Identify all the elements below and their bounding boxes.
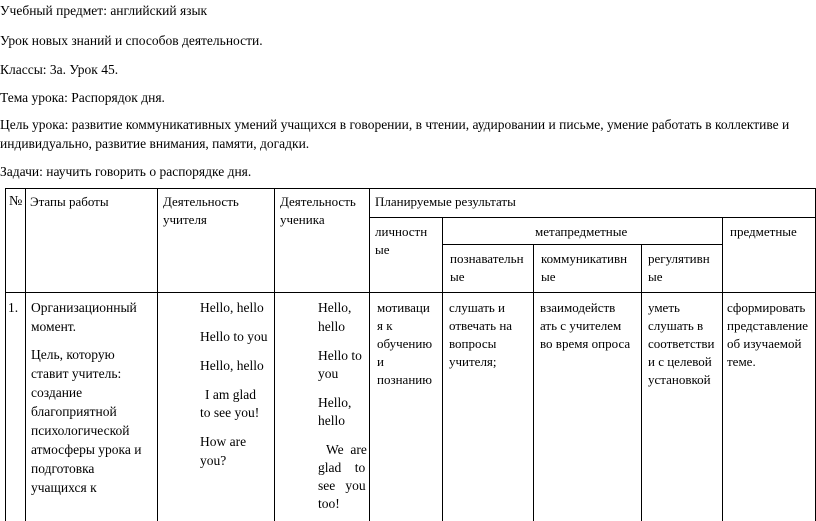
stage-line: ставит учитель:: [31, 366, 122, 381]
teacher-line: Hello to you: [200, 329, 268, 344]
teacher-line: Hello, hello: [200, 300, 264, 315]
lesson-type-line: Урок новых знаний и способов деятельности.: [0, 33, 263, 48]
header-cognitive-1: познавательн: [450, 251, 524, 266]
table-line-meta: [442, 244, 722, 245]
table-col-line: [274, 188, 275, 521]
student-line: We are: [326, 442, 367, 457]
regulatory-line: установкой: [648, 372, 711, 387]
subject-result-line: представление: [727, 318, 808, 333]
header-regulatory-2: ые: [648, 269, 663, 284]
stage-line: момент.: [31, 319, 77, 334]
table-col-line: [641, 244, 642, 521]
regulatory-line: слушать в: [648, 318, 704, 333]
student-line: Hello to: [318, 348, 362, 363]
teacher-line: you?: [200, 453, 227, 468]
teacher-line: I am glad: [205, 387, 256, 402]
stage-line: атмосферы урока и: [31, 442, 142, 457]
student-line: see you: [318, 478, 366, 493]
header-personal-1: личностн: [375, 224, 428, 239]
table-col-line: [442, 217, 443, 521]
student-line: too!: [318, 496, 340, 511]
communicative-line: взаимодейств: [540, 300, 616, 315]
classes-line: Классы: 3а. Урок 45.: [0, 62, 119, 77]
stage-line: Организационный: [31, 300, 137, 315]
stage-line: создание: [31, 385, 83, 400]
table-col-line: [533, 244, 534, 521]
header-planned: Планируемые результаты: [375, 194, 516, 209]
table-col-line: [369, 188, 370, 521]
table-border-top: [5, 188, 815, 189]
header-teacher-1: Деятельность: [163, 194, 239, 209]
subject-result-line: сформировать: [727, 300, 806, 315]
stage-line: подготовка: [31, 461, 95, 476]
personal-line: обучению: [377, 336, 433, 351]
stage-line: Цель, которую: [31, 347, 115, 362]
regulatory-line: уметь: [648, 300, 680, 315]
teacher-line: Hello, hello: [200, 358, 264, 373]
table-col-line: [157, 188, 158, 521]
stage-line: психологической: [31, 423, 130, 438]
communicative-line: ать с учителем: [540, 318, 622, 333]
personal-line: и: [377, 354, 384, 369]
header-regulatory-1: регулятивн: [648, 251, 710, 266]
student-line: hello: [318, 413, 345, 428]
header-stages: Этапы работы: [30, 194, 109, 209]
table-col-line: [25, 188, 26, 521]
regulatory-line: соответстви: [648, 336, 715, 351]
regulatory-line: и с целевой: [648, 354, 712, 369]
student-line: glad to: [318, 460, 366, 475]
topic-line: Тема урока: Распорядок дня.: [0, 90, 165, 105]
cognitive-line: вопросы: [449, 336, 497, 351]
teacher-line: How are: [200, 434, 247, 449]
student-line: you: [318, 366, 339, 381]
row-num: 1.: [8, 300, 19, 315]
personal-line: я к: [377, 318, 393, 333]
cognitive-line: учителя;: [449, 354, 497, 369]
student-line: Hello,: [318, 300, 352, 315]
header-teacher-2: учителя: [163, 212, 207, 227]
header-personal-2: ые: [375, 242, 390, 257]
subject-result-line: теме.: [727, 354, 756, 369]
table-col-line: [5, 188, 6, 521]
personal-line: познанию: [377, 372, 432, 387]
table-col-line: [722, 217, 723, 521]
student-line: hello: [318, 319, 345, 334]
goal-line-2: индивидуально, развитие внимания, памяти, догадки.: [0, 136, 310, 151]
teacher-line: to see you!: [200, 405, 260, 420]
stage-line: учащихся к: [31, 480, 97, 495]
table-line-planned: [369, 217, 815, 218]
cognitive-line: отвечать на: [449, 318, 513, 333]
header-meta: метапредметные: [535, 224, 628, 239]
table-line-header-bottom: [5, 292, 815, 293]
header-communicative-1: коммуникативн: [541, 251, 628, 266]
header-subject: предметные: [730, 224, 797, 239]
header-student-2: ученика: [280, 212, 325, 227]
student-line: Hello,: [318, 395, 352, 410]
header-num: №: [9, 194, 23, 209]
stage-line: благоприятной: [31, 404, 117, 419]
goal-line-1: Цель урока: развитие коммуникативных умений учащихся в говорении, в чтении, аудировании и письме, умение работать в коллективе и: [0, 117, 790, 132]
personal-line: мотиваци: [377, 300, 430, 315]
subject-line: Учебный предмет: английский язык: [0, 3, 208, 18]
subject-result-line: об изучаемой: [727, 336, 802, 351]
tasks-line: Задачи: научить говорить о распорядке дня.: [0, 164, 252, 179]
header-student-1: Деятельность: [280, 194, 356, 209]
communicative-line: во время опроса: [540, 336, 631, 351]
header-communicative-2: ые: [541, 269, 556, 284]
cognitive-line: слушать и: [449, 300, 506, 315]
header-cognitive-2: ые: [450, 269, 465, 284]
